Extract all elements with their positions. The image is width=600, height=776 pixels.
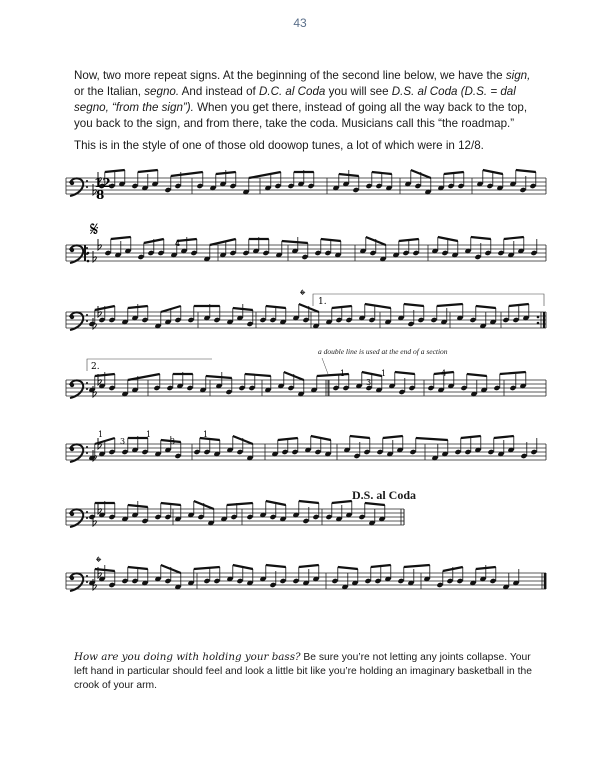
bass-clef-dot [86, 247, 88, 249]
beam [338, 567, 358, 569]
beam [266, 565, 286, 567]
segno-symbol: 𝄋 [90, 217, 99, 241]
beam [245, 374, 271, 376]
ending-1-label: 1. [318, 297, 327, 307]
bass-clef-dot [86, 446, 88, 448]
fingering-6: 1 [98, 430, 104, 439]
beam [350, 436, 370, 438]
repeat-dot [87, 252, 90, 255]
beam [278, 438, 298, 440]
bottom-lead: How are you doing with holding your bass? [74, 651, 301, 663]
bass-clef-dot [70, 383, 74, 387]
fingering-3: 3 [366, 378, 372, 387]
fingerings [98, 239, 446, 446]
beam [372, 172, 392, 174]
text-segno: segno. [144, 85, 180, 98]
bass-clef-dot [86, 511, 88, 513]
beam [467, 374, 487, 376]
text: Now, two more repeat signs. At the beginning of the second line below, we have the [74, 69, 506, 82]
fingering-4: 1 [381, 369, 387, 378]
text-dc: D.C. al Coda [259, 85, 326, 98]
beam [365, 304, 391, 308]
repeat-dot [87, 260, 90, 263]
bass-clef-dot [70, 512, 74, 516]
repeat-dot [537, 316, 540, 319]
bass-clef-dot [70, 447, 74, 451]
beam [266, 306, 286, 308]
bass-clef-dot [86, 581, 88, 583]
beam [233, 308, 253, 310]
bass-clef-dot [70, 248, 74, 252]
beam [504, 237, 524, 239]
fingering-9: 3 [170, 437, 176, 446]
beam [339, 174, 359, 176]
beam [194, 567, 220, 569]
beam [404, 565, 430, 567]
beam [494, 436, 514, 438]
style-paragraph: This is in the style of one of those old doowop tunes, a lot of which were in 12/8. [74, 139, 484, 152]
text-sign: sign, [505, 69, 531, 82]
ds-al-coda: D.S. al Coda [352, 488, 417, 502]
fingering-2: 1 [340, 369, 346, 378]
bottom-paragraph [74, 650, 532, 693]
beam [128, 505, 148, 507]
ending-1-bracket [313, 294, 544, 306]
beam [444, 172, 464, 174]
marks [70, 172, 545, 591]
bass-clef-dot [86, 382, 88, 384]
beam [128, 374, 160, 380]
time-signature-top: 12 [94, 176, 111, 190]
beam [171, 172, 203, 176]
beam [332, 306, 352, 308]
bottom-text: Be sure you’re not letting any joints collapse. Your left hand in particular should feel and look a little bit like you’re holding an imaginary basketball in the crook of your arm. [74, 652, 532, 691]
beam [395, 372, 415, 374]
bass-clef-dot [86, 388, 88, 390]
beam [321, 239, 341, 241]
fingering-8: 1 [146, 430, 152, 439]
fingering-1: 4 [175, 239, 181, 248]
beam [383, 436, 403, 438]
bass-clef-dot [86, 517, 88, 519]
fingering-10: 1 [203, 430, 209, 439]
repeat-dot [537, 322, 540, 325]
beam [128, 306, 148, 308]
text: When you get there, instead of going all the way back to the top, you back to the sign, and from there, take the coda. Musicians call this “the roadmap.” [74, 101, 528, 130]
beam [332, 501, 352, 503]
beam [416, 438, 448, 440]
beam [282, 241, 308, 243]
beam [471, 237, 491, 239]
beam [371, 565, 391, 567]
coda-symbol-2: 𝄌 [96, 553, 102, 571]
bass-clef-dot [70, 576, 74, 580]
bass-clef-dot [86, 575, 88, 577]
beam [128, 567, 148, 569]
flat-sign [98, 503, 101, 514]
text-ds: D.S. al Coda (D.S. = dal segno, “from the sign”). [74, 85, 516, 114]
bass-clef-dot [86, 452, 88, 454]
ending-2-bracket [87, 359, 212, 371]
beam [299, 501, 319, 503]
fingering-7: 3 [120, 437, 126, 446]
time-signature-bottom: 8 [96, 188, 105, 202]
beam [210, 239, 236, 245]
beam [105, 170, 125, 172]
beam [227, 503, 253, 505]
page-number: 43 [293, 16, 307, 30]
beam [399, 239, 419, 241]
beam [500, 372, 526, 374]
beam [461, 436, 481, 438]
bass-clef-dot [86, 186, 88, 188]
text: or the Italian, [74, 85, 145, 98]
text: And instead of [179, 85, 259, 98]
bass-clef-dot [70, 181, 74, 185]
beam [111, 237, 131, 239]
coda-symbol-1: 𝄌 [300, 286, 306, 304]
double-line-annotation: a double line is used at the end of a section [318, 347, 448, 356]
beam [299, 565, 319, 567]
bass-clef-dot [86, 314, 88, 316]
beam [516, 170, 536, 172]
beam [404, 304, 424, 306]
bass-clef-dot [86, 180, 88, 182]
beam [365, 503, 385, 505]
beam [476, 567, 496, 569]
bass-clef-dot [70, 315, 74, 319]
bass-clef-dot [86, 320, 88, 322]
fingering-5: 4 [441, 369, 447, 378]
beam [138, 170, 158, 172]
beam [476, 306, 496, 308]
beam [437, 304, 463, 306]
beam [206, 376, 232, 378]
beam [249, 172, 281, 178]
annotation-arrow [322, 358, 328, 374]
text: you will see [325, 85, 392, 98]
beam [161, 503, 181, 505]
beam [216, 172, 236, 174]
ending-2-label: 2. [91, 362, 100, 372]
flat-sign [98, 306, 101, 317]
beam [509, 304, 529, 306]
